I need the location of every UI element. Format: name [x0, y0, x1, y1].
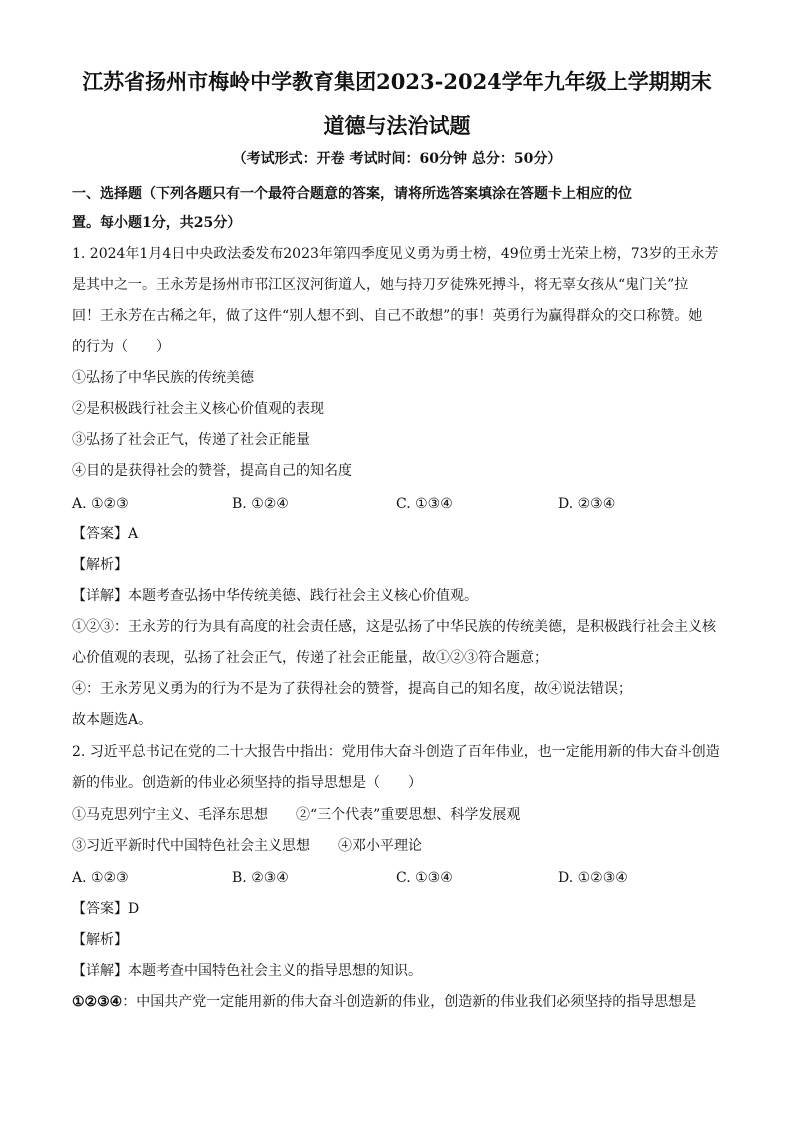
q2-items-row2	[72, 836, 722, 856]
q2-item: ④邓小平理论	[338, 838, 422, 854]
section-title-line2: 置。每小题1分，共25分）	[72, 215, 242, 231]
q2-explanation-line	[72, 992, 722, 1012]
q1-stem-line: 是其中之一。王永芳是扬州市邗江区汊河街道人，她与持刀歹徒殊死搏斗，将无辜女孩从“鬼门关”拉	[72, 277, 689, 293]
q1-option-c: C. ①③④	[396, 496, 453, 512]
q1-explanation-line: ①②③：王永芳的行为具有高度的社会责任感，这是弘扬了中华民族的传统美德，是积极践行社会主义核	[72, 619, 716, 635]
q1-analysis-label: 【解析】	[72, 557, 128, 573]
q2-stem-line: 新的伟业。创造新的伟业必须坚持的指导思想是（ ）	[72, 775, 422, 791]
q1-item: ④目的是获得社会的赞誉，提高自己的知名度	[72, 463, 352, 479]
q2-option-c: C. ①③④	[396, 870, 453, 886]
q2-option-a: A. ①②③	[72, 870, 129, 886]
q2-explanation-options: ①②③④	[72, 994, 123, 1010]
q1-explanation-line: ④：王永芳见义勇为的行为不是为了获得社会的赞誉，提高自己的知名度，故④说法错误；	[72, 681, 632, 697]
q1-item: ③弘扬了社会正气，传递了社会正能量	[72, 432, 310, 448]
q2-stem-line: 2. 习近平总书记在党的二十大报告中指出：党用伟大奋斗创造了百年伟业，也一定能用新的伟大奋斗创造	[72, 744, 720, 760]
q1-option-a: A. ①②③	[72, 496, 129, 512]
q1-answer: 【答案】A	[72, 526, 139, 542]
document-title-line2: 道德与法治试题	[323, 113, 471, 138]
q2-item: ③习近平新时代中国特色社会主义思想	[72, 838, 310, 854]
q2-detail: 【详解】本题考查中国特色社会主义的指导思想的知识。	[72, 963, 422, 979]
section-title-line1: 一、选择题（下列各题只有一个最符合题意的答案，请将所选答案填涂在答题卡上相应的位	[72, 186, 632, 202]
q1-item: ②是积极践行社会主义核心价值观的表现	[72, 401, 324, 417]
q1-detail: 【详解】本题考查弘扬中华传统美德、践行社会主义核心价值观。	[72, 588, 478, 604]
q2-answer: 【答案】D	[72, 901, 140, 917]
q1-explanation-line: 心价值观的表现，弘扬了社会正气，传递了社会正能量，故①②③符合题意；	[72, 650, 548, 666]
q1-stem-line: 1. 2024年1月4日中央政法委发布2023年第四季度见义勇为勇士榜，49位勇士光荣上榜，73岁的王永芳	[72, 246, 719, 262]
q1-option-b: B. ①②④	[232, 496, 289, 512]
q1-stem-line: 的行为（ ）	[72, 339, 170, 355]
q1-item: ①弘扬了中华民族的传统美德	[72, 370, 254, 386]
q2-explanation-text: ：中国共产党一定能用新的伟大奋斗创造新的伟业，创造新的伟业我们必须坚持的指导思想是	[122, 994, 697, 1010]
q2-analysis-label: 【解析】	[72, 932, 128, 948]
q1-option-d: D. ②③④	[558, 496, 616, 512]
q1-explanation-line: 故本题选A。	[72, 712, 153, 728]
exam-info: （考试形式：开卷 考试时间：60分钟 总分：50分）	[232, 151, 562, 167]
q2-option-d: D. ①②③④	[558, 870, 628, 886]
q2-option-b: B. ②③④	[232, 870, 289, 886]
q1-stem-line: 回！王永芳在古稀之年，做了这件“别人想不到、自己不敢想”的事！英勇行为赢得群众的交口称赞。她	[72, 308, 703, 324]
q2-items-row1	[72, 805, 722, 825]
q2-item: ②“三个代表”重要思想、科学发展观	[296, 807, 521, 823]
document-title-line1: 江苏省扬州市梅岭中学教育集团2023-2024学年九年级上学期期末	[82, 69, 712, 94]
q2-item: ①马克思列宁主义、毛泽东思想	[72, 807, 268, 823]
